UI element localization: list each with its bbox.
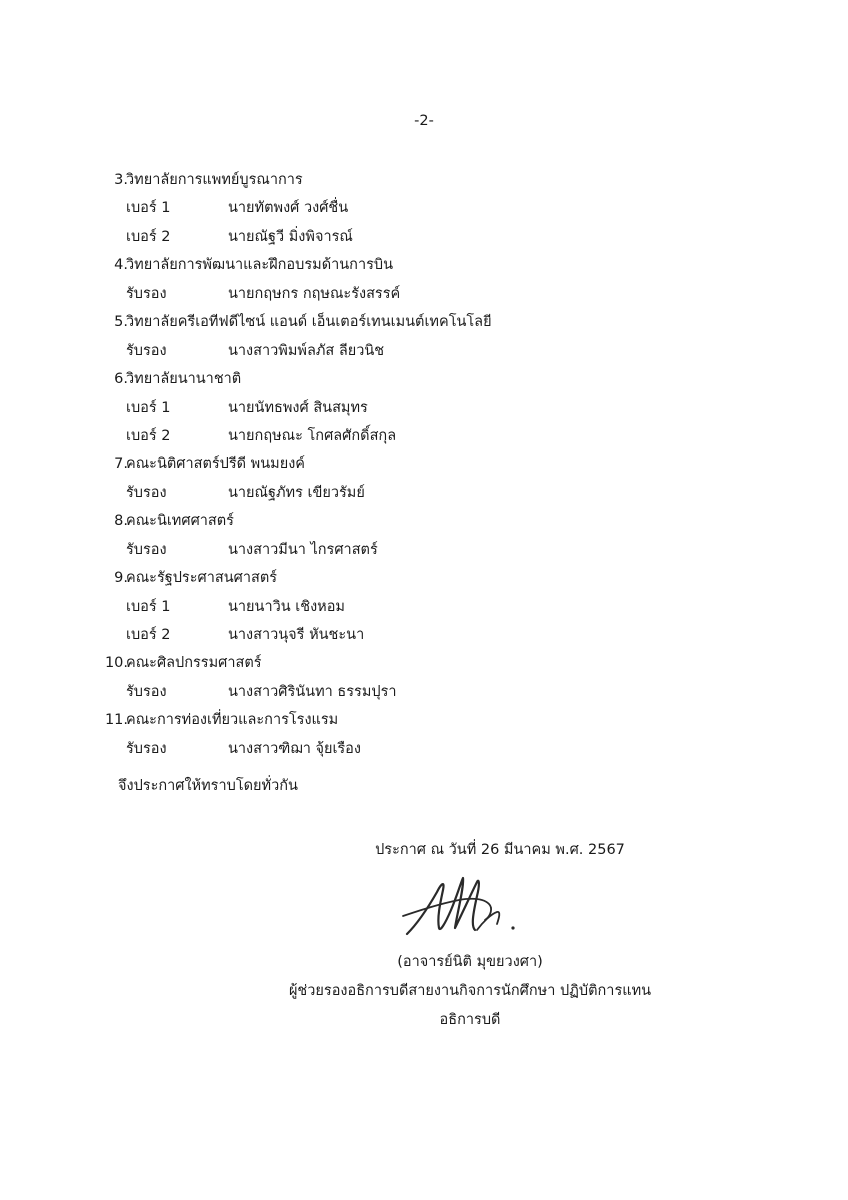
- member-role: เบอร์ 2: [126, 427, 171, 444]
- item-number: 10.: [104, 655, 128, 672]
- member-role: รับรอง: [126, 683, 167, 700]
- faculty-name: วิทยาลัยการแพทย์บูรณาการ: [126, 172, 303, 188]
- member-role: เบอร์ 2: [126, 228, 171, 245]
- member-row: [100, 735, 740, 763]
- faculty-heading: [100, 450, 740, 478]
- member-name: นายนัทธพงศ์ สินสมุทร: [228, 399, 368, 416]
- signer-title: ผู้ช่วยรองอธิการบดีสายงานกิจการนักศึกษา ปฏิบัติการแทน: [288, 983, 652, 999]
- member-name: นางสาวศิรินันทา ธรรมปุรา: [228, 683, 397, 700]
- member-row: [100, 422, 740, 450]
- faculty-heading: [100, 706, 740, 734]
- member-role: รับรอง: [126, 484, 167, 501]
- item-number: 9.: [114, 570, 128, 587]
- member-name: นายณัฐภัทร เขียวรัมย์: [228, 484, 365, 501]
- faculty-name: คณะรัฐประศาสนศาสตร์: [126, 570, 278, 587]
- member-name: นางสาวมีนา ไกรศาสตร์: [228, 541, 378, 558]
- member-role: เบอร์ 1: [126, 399, 171, 416]
- member-name: นายกฤษณะ โกศลศักดิ์สกุล: [228, 427, 397, 444]
- announcement-date: ประกาศ ณ วันที่ 26 มีนาคม พ.ศ. 2567: [375, 842, 625, 858]
- faculty-heading: [100, 564, 740, 592]
- faculty-name: คณะนิติศาสตร์ปรีดี พนมยงค์: [126, 456, 305, 473]
- member-role: รับรอง: [126, 285, 167, 302]
- member-row: [100, 536, 740, 564]
- faculty-heading: [100, 166, 740, 194]
- member-role: เบอร์ 1: [126, 598, 171, 615]
- member-name: นายนาวิน เชิงหอม: [228, 598, 345, 615]
- member-name: นางสาวฑิฌา จุ้ยเรือง: [228, 740, 361, 757]
- faculty-name: วิทยาลัยครีเอทีฟดีไซน์ แอนด์ เอ็นเตอร์เทนเมนต์เทคโนโลยี: [126, 314, 492, 331]
- faculty-heading: [100, 507, 740, 535]
- item-number: 11.: [104, 712, 128, 729]
- signer-role: อธิการบดี: [439, 1012, 501, 1028]
- faculty-heading: [100, 365, 740, 393]
- faculty-name: คณะการท่องเที่ยวและการโรงแรม: [126, 712, 339, 729]
- handwritten-signature: [385, 870, 555, 946]
- item-number: 3.: [114, 172, 128, 188]
- item-number: 8.: [114, 513, 128, 530]
- faculty-name: วิทยาลัยนานาชาติ: [126, 371, 242, 388]
- item-number: 6.: [114, 371, 128, 388]
- signer-name: (อาจารย์นิติ มุขยวงศา): [397, 954, 543, 970]
- member-row: [100, 394, 740, 422]
- member-row: [100, 337, 740, 365]
- signature-block: [260, 836, 680, 1035]
- member-row: [100, 194, 740, 222]
- faculty-name: คณะนิเทศศาสตร์: [126, 513, 234, 530]
- member-row: [100, 678, 740, 706]
- member-role: รับรอง: [126, 740, 167, 757]
- member-row: [100, 593, 740, 621]
- item-number: 5.: [114, 314, 128, 331]
- faculty-heading: [100, 308, 740, 336]
- faculty-name: คณะศิลปกรรมศาสตร์: [126, 655, 262, 672]
- faculty-heading: [100, 251, 740, 279]
- item-number: 7.: [114, 456, 128, 473]
- member-role: รับรอง: [126, 541, 167, 558]
- member-name: นางสาวพิมพ์ลภัส ลียวนิช: [228, 342, 385, 359]
- page-number: -2-: [414, 113, 434, 129]
- member-name: นายณัฐวี มิ่งพิจารณ์: [228, 228, 353, 245]
- member-row: [100, 223, 740, 251]
- member-row: [100, 621, 740, 649]
- faculty-list: [100, 166, 740, 763]
- member-role: เบอร์ 1: [126, 200, 171, 217]
- member-row: [100, 479, 740, 507]
- item-number: 4.: [114, 257, 128, 274]
- faculty-heading: [100, 649, 740, 677]
- member-row: [100, 280, 740, 308]
- member-name: นางสาวนุจรี หันชะนา: [228, 627, 365, 643]
- member-role: เบอร์ 2: [126, 627, 171, 643]
- member-name: นายทัตพงศ์ วงศ์ชื่น: [228, 200, 349, 217]
- member-name: นายกฤษกร กฤษณะรังสรรค์: [228, 285, 401, 302]
- faculty-name: วิทยาลัยการพัฒนาและฝึกอบรมด้านการบิน: [126, 257, 393, 274]
- member-role: รับรอง: [126, 342, 167, 359]
- closing-statement: จึงประกาศให้ทราบโดยทั่วกัน: [118, 778, 298, 794]
